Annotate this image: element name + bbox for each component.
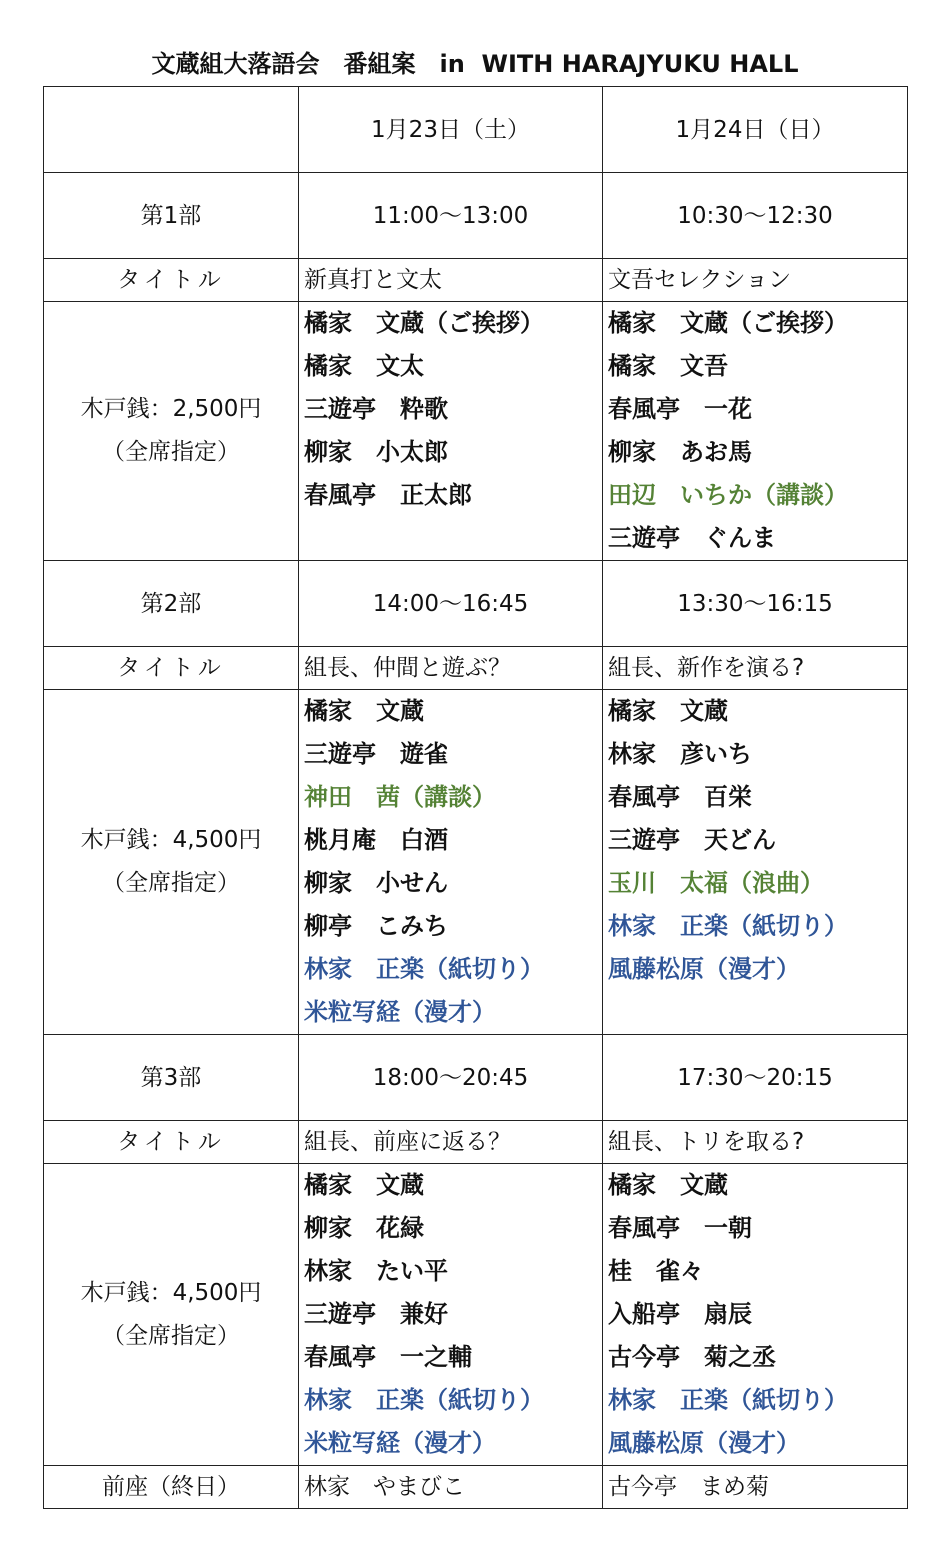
performer-item: 春風亭 正太郎: [304, 481, 472, 509]
part1-name: 第1部: [44, 173, 299, 259]
performer-list: [304, 302, 602, 517]
performer-item: 三遊亭 兼好: [304, 1300, 448, 1328]
part1-seating: （全席指定）: [102, 439, 240, 465]
maeza-row: [44, 1466, 908, 1509]
part1-performers-day1: [299, 302, 603, 561]
part1-title-row: [44, 259, 908, 302]
part3-performers-day1: [299, 1164, 603, 1466]
date-day1: 1月23日（土）: [299, 87, 603, 173]
performer-item: 林家 正楽（紙切り）: [304, 1386, 544, 1414]
performer-item: 米粒写経（漫才）: [304, 998, 496, 1026]
empty-corner-cell: [44, 87, 299, 173]
date-day2: 1月24日（日）: [603, 87, 908, 173]
performer-item: 林家 彦いち: [608, 740, 752, 768]
performer-item: 入船亭 扇辰: [608, 1300, 752, 1328]
performer-item: 林家 正楽（紙切り）: [608, 1386, 848, 1414]
performer-item: 林家 正楽（紙切り）: [608, 912, 848, 940]
performer-item: 柳家 花緑: [304, 1214, 424, 1242]
part1-title-label: タイトル: [44, 259, 299, 302]
performer-item: 橘家 文太: [304, 352, 424, 380]
maeza-day2: 古今亭 まめ菊: [603, 1466, 908, 1509]
performer-item: 橘家 文蔵: [608, 1171, 728, 1199]
date-header-row: [44, 87, 908, 173]
part2-title-day2: 組長、新作を演る?: [603, 647, 908, 690]
performer-item: 風藤松原（漫才）: [608, 955, 800, 983]
part1-time-day1: 11:00〜13:00: [299, 173, 603, 259]
performer-item: 田辺 いちか（講談）: [608, 481, 848, 509]
performer-item: 林家 正楽（紙切り）: [304, 955, 544, 983]
performer-item: 春風亭 一朝: [608, 1214, 752, 1242]
part1-time-day2: 10:30〜12:30: [603, 173, 908, 259]
part3-title-row: [44, 1121, 908, 1164]
part3-time-row: [44, 1035, 908, 1121]
part2-seating: （全席指定）: [102, 870, 240, 896]
performer-item: 春風亭 一花: [608, 395, 752, 423]
performer-list: [304, 1164, 602, 1465]
performer-item: 三遊亭 遊雀: [304, 740, 448, 768]
performer-item: 風藤松原（漫才）: [608, 1429, 800, 1457]
performer-item: 春風亭 百栄: [608, 783, 752, 811]
part1-title-day2: 文吾セレクション: [603, 259, 908, 302]
part3-price-cell: [44, 1164, 299, 1466]
performer-item: 林家 たい平: [304, 1257, 448, 1285]
performer-list: [304, 690, 602, 1034]
performer-item: 柳家 あお馬: [608, 438, 752, 466]
performer-item: 橘家 文蔵（ご挨拶）: [304, 309, 544, 337]
part2-title-label: タイトル: [44, 647, 299, 690]
part1-time-row: [44, 173, 908, 259]
performer-item: 橘家 文蔵: [304, 697, 424, 725]
performer-item: 三遊亭 粋歌: [304, 395, 448, 423]
part3-performers-row: [44, 1164, 908, 1466]
performer-item: 橘家 文蔵: [608, 697, 728, 725]
part2-price-cell: [44, 690, 299, 1035]
part3-time-day2: 17:30〜20:15: [603, 1035, 908, 1121]
part3-time-day1: 18:00〜20:45: [299, 1035, 603, 1121]
performer-item: 桂 雀々: [608, 1257, 704, 1285]
part3-seating: （全席指定）: [102, 1322, 240, 1349]
part3-name: 第3部: [44, 1035, 299, 1121]
maeza-day1: 林家 やまびこ: [299, 1466, 603, 1509]
performer-item: 柳家 小太郎: [304, 438, 448, 466]
part2-time-day1: 14:00〜16:45: [299, 561, 603, 647]
part1-performers-row: [44, 302, 908, 561]
performer-item: 橘家 文吾: [608, 352, 728, 380]
part1-price-cell: [44, 302, 299, 561]
performer-item: 柳亭 こみち: [304, 912, 448, 940]
part2-title-day1: 組長、仲間と遊ぶ？: [299, 647, 603, 690]
performer-list: [608, 302, 907, 560]
performer-item: 柳家 小せん: [304, 869, 448, 897]
part1-price: 木戸銭：2,500円: [80, 396, 262, 422]
performer-list: [608, 690, 907, 991]
performer-item: 古今亭 菊之丞: [608, 1343, 776, 1371]
program-table: [43, 86, 908, 1509]
part3-title-day1: 組長、前座に返る？: [299, 1121, 603, 1164]
part2-name: 第2部: [44, 561, 299, 647]
part2-time-row: [44, 561, 908, 647]
performer-item: 玉川 太福（浪曲）: [608, 869, 824, 897]
performer-item: 春風亭 一之輔: [304, 1343, 472, 1371]
part2-performers-day2: [603, 690, 908, 1035]
part2-performers-row: [44, 690, 908, 1035]
part2-time-day2: 13:30〜16:15: [603, 561, 908, 647]
performer-item: 三遊亭 ぐんま: [608, 524, 776, 552]
program-table-body: [44, 87, 908, 1509]
part3-performers-day2: [603, 1164, 908, 1466]
part3-title-day2: 組長、トリを取る?: [603, 1121, 908, 1164]
performer-item: 神田 茜（講談）: [304, 783, 496, 811]
part2-performers-day1: [299, 690, 603, 1035]
part1-title-day1: 新真打と文太: [299, 259, 603, 302]
maeza-label: 前座（終日）: [44, 1466, 299, 1509]
performer-item: 桃月庵 白酒: [304, 826, 448, 854]
part3-title-label: タイトル: [44, 1121, 299, 1164]
part2-price: 木戸銭：4,500円: [80, 827, 262, 853]
part2-title-row: [44, 647, 908, 690]
document-title: 文蔵組大落語会 番組案 in WITH HARAJYUKU HALL: [151, 50, 799, 78]
part3-price: 木戸銭：4,500円: [80, 1279, 262, 1306]
performer-item: 橘家 文蔵: [304, 1171, 424, 1199]
part1-performers-day2: [603, 302, 908, 561]
performer-item: 橘家 文蔵（ご挨拶）: [608, 309, 848, 337]
performer-item: 三遊亭 天どん: [608, 826, 776, 854]
performer-list: [608, 1164, 907, 1465]
performer-item: 米粒写経（漫才）: [304, 1429, 496, 1457]
